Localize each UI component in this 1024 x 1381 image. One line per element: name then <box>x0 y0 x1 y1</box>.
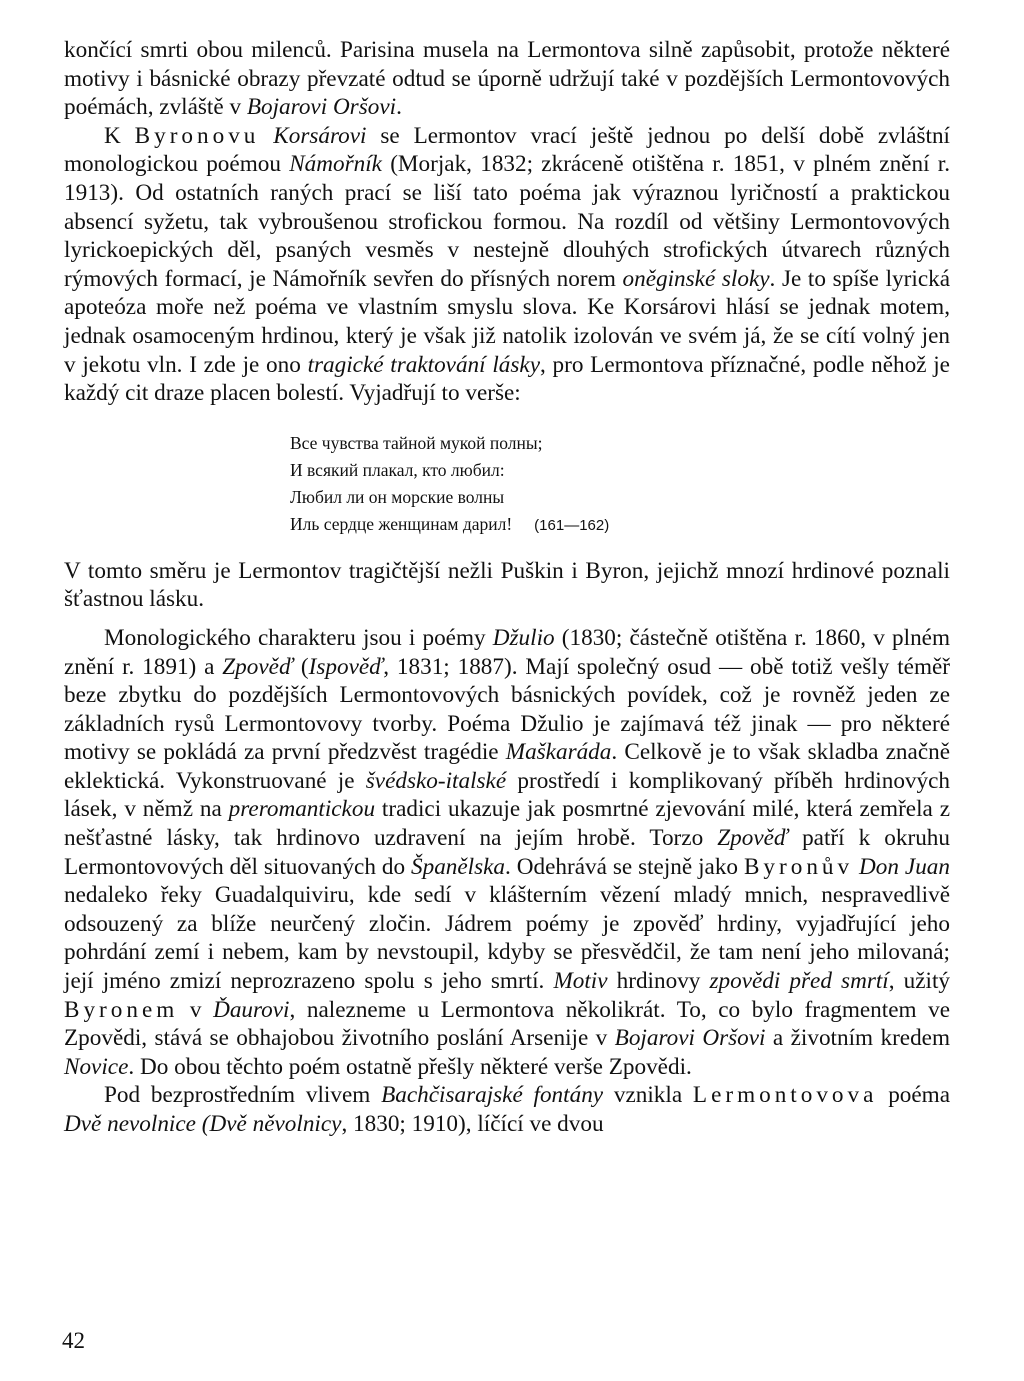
italic-title: Korsárovi <box>273 122 367 149</box>
spaced-name: Byronovu <box>134 122 260 149</box>
page-number: 42 <box>62 1328 85 1353</box>
text-run: poéma <box>877 1082 951 1109</box>
italic-title: Dvě nevolnice (Dvě něvolnicy <box>64 1111 342 1137</box>
text-run: , 1831; 1887). Mají společný osud — obě totiž vešly téměř beze zbytku do pozdějších Lermontovových básnických povídek, což je rovněž jeden ze základních rysů Lermontovovy tvorby. Poéma Džulio je zajímavá též jinak — pro některé motivy se pokládá za první předzvěst tragédie <box>64 653 951 766</box>
text-run: vznikla <box>603 1082 693 1109</box>
italic-title: Džulio <box>492 624 555 651</box>
text-run: Monologického charakteru jsou i poémy <box>104 624 493 651</box>
text-run: . Celkově je to však skladba značně eklektická. Vykonstruované je <box>64 739 950 794</box>
italic-title: Námořník <box>289 151 382 178</box>
spaced-name: Byronův <box>743 853 854 880</box>
italic-title: Zpověď <box>717 825 789 852</box>
text-run: (Morjak, 1832; zkráceně otištěna r. 1851, v plném znění r. 1913). Od ostatních raných prací se liší tato poéma jak výraznou lyričností a praktickou absencí syžetu, tak vybroušenou strofickou formou. Na rozdíl od většiny Lermontovových lyrickoepických děl, psaných vesměs v nestejně dlouhých strofických útvarech různých rýmových formací, je Námořník sevřen do přísných norem <box>64 151 951 292</box>
text-run: , pro Lermontova příznačné, podle něhož je každý cit draze placen bolestí. Vyjadřují to verše: <box>64 351 950 407</box>
text-run: , užitý <box>888 968 951 995</box>
italic-title: Zpověď <box>222 653 294 680</box>
text-run: patří k okruhu Lermontovových děl situovaných do <box>64 825 950 880</box>
italic-title: Bojarovi Oršovi <box>614 1025 766 1052</box>
text-run <box>259 123 273 149</box>
italic-title: Ďaurovi <box>213 996 290 1023</box>
paragraph-tragic <box>64 557 950 614</box>
italic-term: tragické traktování lásky <box>307 351 540 378</box>
text-run: . Do obou těchto poém ostatně přešly některé verše Zpovědi. <box>128 1053 692 1080</box>
text-run: hrdinovy <box>607 968 710 995</box>
italic-title: Novice <box>64 1053 129 1080</box>
text-run: nedaleko řeky Guadalquiviru, kde sedí v klášterním vězení mladý mnich, nespravedlivě odsouzený za blíže neurčený zločin. Jádrem poémy je zpověď hrdiny, vyjadřující jeho pohrdání zemí i nebem, kam by nevstoupil, kdyby se přesvědčil, že tam není jeho milovaná; její jméno zmizí neprozrazeno spolu s jeho smrtí. <box>64 882 950 995</box>
quote-line: Все чувства тайной мукой полны; <box>290 432 543 453</box>
body-text <box>64 36 950 1139</box>
verse-reference: (161—162) <box>534 516 610 534</box>
text-run: se Lermontov vrací ještě jednou po delší době zvláštní monologickou poémou <box>64 122 951 178</box>
spaced-name: Lermontovova <box>692 1082 878 1109</box>
text-run: . Je to spíše lyrická apoteóza moře než poéma ve vlastním smyslu slova. Ke Korsárovi hlásí se jednak motem, jednak osamoceným hrdinou, který je však již natolik izolován ve svém já, že se cítí volný jen v jekotu vln. I zde je ono <box>64 265 950 378</box>
italic-term: preromantickou <box>228 796 376 823</box>
quote-line: Любил ли он морские волны <box>290 486 505 507</box>
text-run: V tomto směru je Lermontov tragičtější nežli Puškin i Byron, jejichž mnozí hrdinové poznali šťastnou lásku. <box>64 557 950 613</box>
text-run: , 1830; 1910), líčící ve dvou <box>341 1111 604 1137</box>
text-run: K <box>104 122 135 149</box>
paragraph-dve-nevolnice <box>64 1081 950 1138</box>
text-run: tradici ukazuje jak posmrtné zjevování milé, která zemřela z nešťastné lásky, tak hrdinovo uzdravení na jejím hrobě. Torzo <box>64 796 951 852</box>
italic-term: zpovědi před smrtí <box>709 968 889 995</box>
text-run: v <box>178 996 214 1023</box>
italic-title: Ispověď <box>308 653 384 680</box>
text-run: . <box>396 94 402 121</box>
spaced-name: Byronem <box>64 996 179 1023</box>
text-run: . Odehrává se stejně jako <box>505 853 744 880</box>
text-run: prostředí i komplikovaný příběh hrdinových lásek, v němž na <box>64 767 950 823</box>
italic-term: Motiv <box>553 968 608 995</box>
russian-quote <box>290 430 950 539</box>
quote-line-text: Иль сердце женщинам дарил! <box>290 513 513 534</box>
text-run: končící smrti obou milenců. Parisina musela na Lermontova silně zapůsobit, protože některé motivy i básnické obrazy převzaté odtud se úporně udržují také v pozdějších Lermontovových poémách, zvláště v <box>64 37 950 121</box>
text-run: ( <box>293 653 309 680</box>
text-run: a životním kredem <box>765 1025 950 1052</box>
italic-title: Bachčisarajské fontány <box>381 1082 604 1109</box>
italic-term: švédsko-italské <box>365 767 507 794</box>
paragraph-namornik <box>64 122 950 408</box>
quote-line-last <box>290 511 950 539</box>
italic-title: Maškaráda <box>505 739 612 766</box>
italic-term: Španělska <box>411 853 506 880</box>
italic-title: Don Juan <box>859 853 950 880</box>
paragraph-dzulio <box>64 624 950 1082</box>
quote-line: И всякий плакал, кто любил: <box>290 459 505 480</box>
text-run: Pod bezprostředním vlivem <box>104 1082 382 1109</box>
text-run: , nalezneme u Lermontova několikrát. To, co bylo fragmentem ve Zpovědi, stává se obhajobou životního poslání Arsenije v <box>64 996 951 1052</box>
paragraph-parisina <box>64 36 950 122</box>
text-run: (1830; částečně otištěna r. 1860, v plném znění r. 1891) a <box>64 624 950 680</box>
italic-term: oněginské sloky <box>622 265 770 292</box>
italic-title: Bojarovi Oršovi <box>246 94 397 121</box>
